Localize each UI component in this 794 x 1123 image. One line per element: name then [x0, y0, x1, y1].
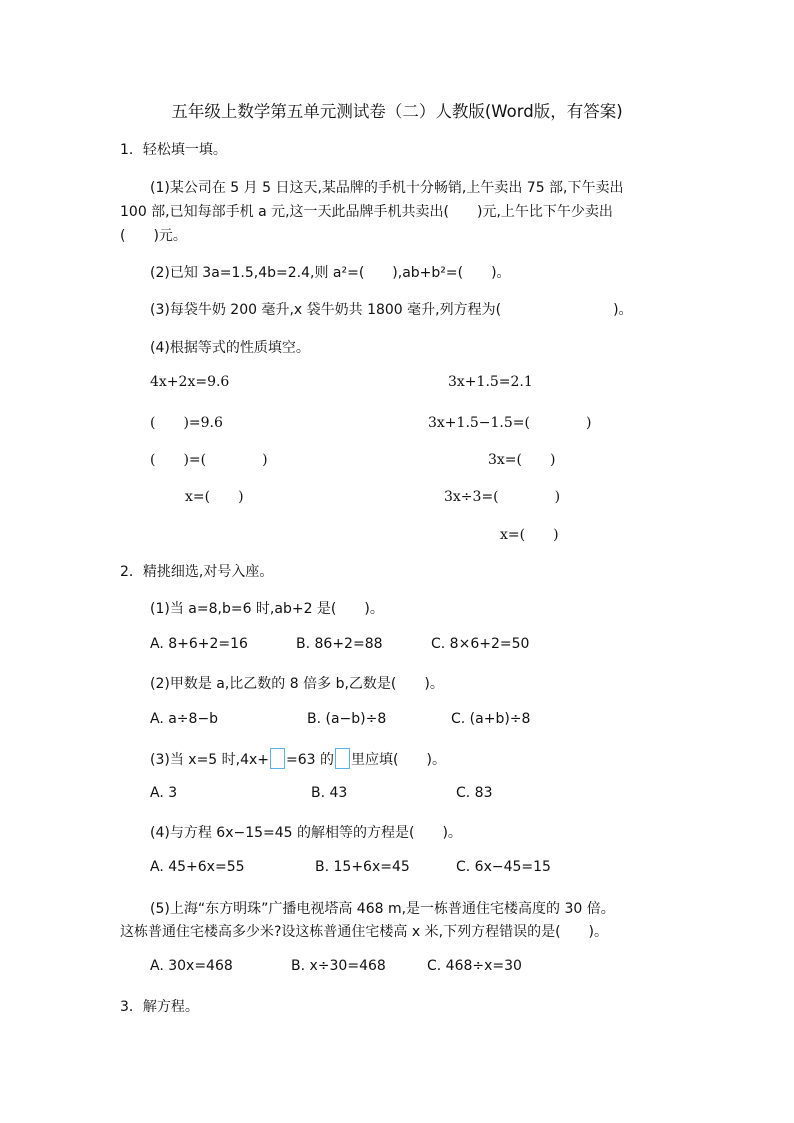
q2-1: (1)当 a=8,b=6 时,ab+2 是( )。 — [150, 601, 384, 617]
equation-right-5: x=( ) — [500, 527, 559, 543]
equation-right-3: 3x=( ) — [488, 452, 556, 468]
equation-right-1: 3x+1.5=2.1 — [448, 374, 533, 390]
section-2-heading: 2．精挑细选,对号入座。 — [120, 564, 274, 580]
q2-5-option-c: C. 468÷x=30 — [427, 958, 522, 974]
blank-box — [335, 748, 350, 769]
q2-3-option-a: A. 3 — [150, 785, 178, 801]
equation-left-3: ( )=( ) — [150, 452, 268, 468]
q1-4: (4)根据等式的性质填空。 — [150, 340, 310, 356]
q2-2-option-c: C. (a+b)÷8 — [451, 711, 531, 727]
q2-3 — [150, 748, 446, 769]
q1-3: (3)每袋牛奶 200 毫升,x 袋牛奶共 1800 毫升,列方程为( )。 — [150, 302, 633, 318]
blank-box[interactable] — [270, 748, 285, 769]
section-1-heading: 1．轻松填一填。 — [120, 142, 227, 158]
q2-2: (2)甲数是 a,比乙数的 8 倍多 b,乙数是( )。 — [150, 676, 444, 692]
q2-4: (4)与方程 6x−15=45 的解相等的方程是( )。 — [150, 825, 462, 841]
q2-3-part-c: 里应填( )。 — [351, 752, 446, 768]
q2-4-option-c: C. 6x−45=15 — [456, 859, 551, 875]
q2-2-option-b: B. (a−b)÷8 — [307, 711, 387, 727]
q2-5-option-b: B. x÷30=468 — [291, 958, 386, 974]
q2-1-option-a: A. 8+6+2=16 — [150, 636, 248, 652]
equation-right-2: 3x+1.5−1.5=( ) — [428, 415, 592, 431]
q2-3-part-b: =63 的 — [286, 752, 335, 768]
section-3-heading: 3．解方程。 — [120, 999, 199, 1015]
page-title: 五年级上数学第五单元测试卷（二）人教版(Word版，有答案) — [171, 102, 623, 121]
q2-1-option-c: C. 8×6+2=50 — [431, 636, 530, 652]
q1-1-line3: ( )元。 — [120, 228, 187, 244]
equation-left-1: 4x+2x=9.6 — [150, 374, 230, 390]
q2-3-option-c: C. 83 — [456, 785, 493, 801]
q1-1-line1: (1)某公司在 5 月 5 日这天,某品牌的手机十分畅销,上午卖出 75 部,下午卖出 — [150, 180, 624, 196]
q2-5-option-a: A. 30x=468 — [150, 958, 233, 974]
q1-1-line2: 100 部,已知每部手机 a 元,这一天此品牌手机共卖出( )元,上午比下午少卖出 — [120, 204, 613, 220]
q2-3-option-b: B. 43 — [311, 785, 348, 801]
q2-4-option-a: A. 45+6x=55 — [150, 859, 245, 875]
q2-5-line2: 这栋普通住宅楼高多少米?设这栋普通住宅楼高 x 米,下列方程错误的是( )。 — [120, 924, 608, 940]
q2-5-line1: (5)上海“东方明珠”广播电视塔高 468 m,是一栋普通住宅楼高度的 30 倍。 — [150, 901, 615, 917]
equation-left-2: ( )=9.6 — [150, 415, 223, 431]
q2-1-option-b: B. 86+2=88 — [296, 636, 383, 652]
q1-2: (2)已知 3a=1.5,4b=2.4,则 a²=( ),ab+b²=( )。 — [150, 265, 511, 281]
equation-right-4: 3x÷3=( ) — [444, 489, 561, 505]
q2-2-option-a: A. a÷8−b — [150, 711, 219, 727]
q2-4-option-b: B. 15+6x=45 — [315, 859, 410, 875]
equation-left-4: x=( ) — [185, 489, 244, 505]
q2-3-part-a: (3)当 x=5 时,4x+ — [150, 752, 270, 768]
